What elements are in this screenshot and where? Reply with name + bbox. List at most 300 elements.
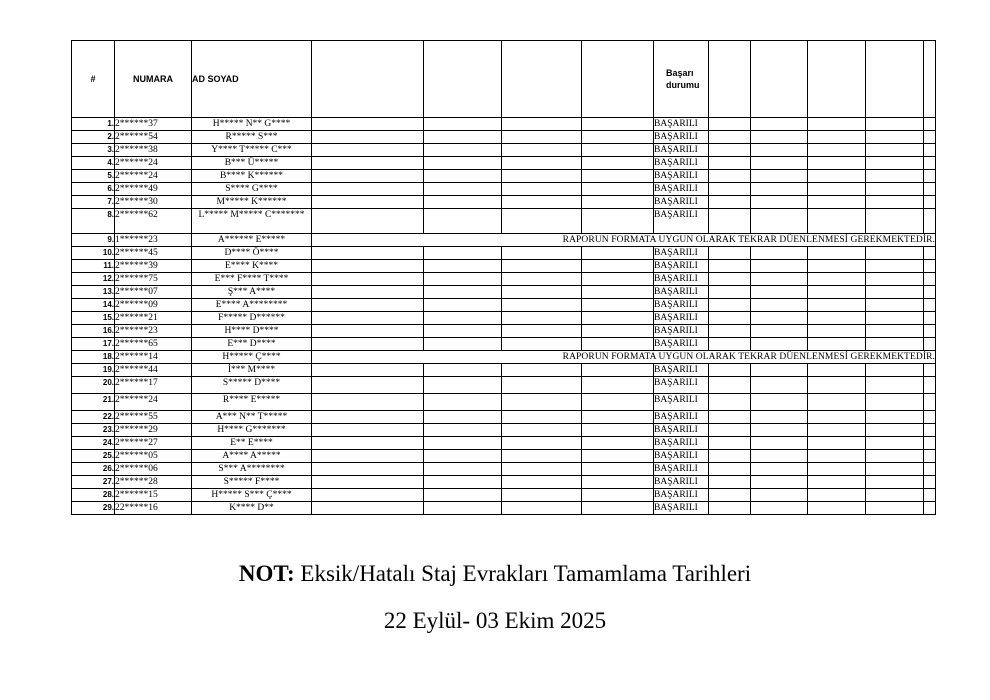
empty-cell: [751, 424, 808, 437]
row-number: 2******09: [115, 299, 192, 312]
empty-cell: [502, 463, 582, 476]
empty-cell: [424, 476, 502, 489]
empty-cell: [866, 489, 924, 502]
table-row: [72, 489, 936, 502]
row-index: 14.: [72, 299, 115, 312]
empty-cell: [924, 299, 936, 312]
empty-cell: [424, 183, 502, 196]
empty-cell: [582, 273, 654, 286]
empty-cell: [808, 424, 866, 437]
empty-cell: [424, 170, 502, 183]
row-status: BAŞARILI: [654, 450, 709, 463]
row-name: S***** D****: [192, 377, 312, 394]
empty-cell: [808, 144, 866, 157]
row-number: 2******23: [115, 325, 192, 338]
row-status: BAŞARILI: [654, 437, 709, 450]
empty-cell: [808, 364, 866, 377]
row-status: BAŞARILI: [654, 364, 709, 377]
table-row: [72, 273, 936, 286]
empty-cell: [709, 273, 751, 286]
empty-cell: [866, 247, 924, 260]
row-status: BAŞARILI: [654, 273, 709, 286]
empty-cell: [709, 209, 751, 234]
empty-cell: [866, 273, 924, 286]
empty-cell: [808, 260, 866, 273]
empty-cell: [502, 144, 582, 157]
empty-cell: [582, 209, 654, 234]
empty-cell: [751, 144, 808, 157]
empty-cell: [808, 463, 866, 476]
empty-cell: [502, 299, 582, 312]
empty-cell: [866, 502, 924, 515]
row-name: R***** S***: [192, 131, 312, 144]
row-note: RAPORUN FORMATA UYGUN OLARAK TEKRAR DÜENLENMESİ GEREKMEKTEDİR.: [312, 234, 936, 247]
row-name: E**** K****: [192, 260, 312, 273]
row-index: 21.: [72, 394, 115, 411]
empty-cell: [866, 157, 924, 170]
row-name: S*** A********: [192, 463, 312, 476]
empty-cell: [709, 476, 751, 489]
empty-cell: [808, 476, 866, 489]
row-name: E*** F**** T****: [192, 273, 312, 286]
empty-cell: [424, 394, 502, 411]
table-row: [72, 502, 936, 515]
empty-cell: [751, 450, 808, 463]
empty-cell: [709, 394, 751, 411]
empty-cell: [709, 286, 751, 299]
empty-cell: [866, 260, 924, 273]
row-number: 2******44: [115, 364, 192, 377]
empty-cell: [709, 131, 751, 144]
empty-cell: [751, 489, 808, 502]
empty-cell: [424, 338, 502, 351]
row-status: BAŞARILI: [654, 247, 709, 260]
empty-cell: [312, 476, 424, 489]
row-number: 2******45: [115, 247, 192, 260]
empty-cell: [424, 157, 502, 170]
empty-cell: [866, 299, 924, 312]
empty-cell: [709, 196, 751, 209]
empty-cell: [808, 118, 866, 131]
empty-cell: [312, 260, 424, 273]
empty-cell: [751, 394, 808, 411]
empty-cell: [866, 118, 924, 131]
table-row: [72, 260, 936, 273]
table-row: [72, 463, 936, 476]
empty-cell: [312, 364, 424, 377]
empty-cell: [312, 144, 424, 157]
row-status: BAŞARILI: [654, 260, 709, 273]
row-index: 22.: [72, 411, 115, 424]
note-dates: 22 Eylül- 03 Ekim 2025: [383, 608, 607, 633]
empty-cell: [502, 183, 582, 196]
empty-cell: [751, 260, 808, 273]
row-status: BAŞARILI: [654, 157, 709, 170]
row-index: 24.: [72, 437, 115, 450]
empty-cell: [709, 157, 751, 170]
empty-cell: [424, 325, 502, 338]
table-body: [72, 118, 936, 515]
row-index: 11.: [72, 260, 115, 273]
empty-cell: [808, 450, 866, 463]
empty-cell: [312, 118, 424, 131]
row-number: 2******65: [115, 338, 192, 351]
empty-cell: [866, 476, 924, 489]
table-row: [72, 338, 936, 351]
empty-cell: [582, 157, 654, 170]
empty-cell: [866, 463, 924, 476]
empty-cell: [808, 489, 866, 502]
note-text: Eksik/Hatalı Staj Evrakları Tamamlama Tarihleri: [294, 561, 752, 586]
empty-cell: [866, 364, 924, 377]
empty-cell: [709, 364, 751, 377]
row-name: B**** K******: [192, 170, 312, 183]
empty-cell: [709, 325, 751, 338]
empty-cell: [751, 476, 808, 489]
status-header-line2: durumu: [666, 80, 700, 90]
empty-cell: [312, 157, 424, 170]
row-status: BAŞARILI: [654, 411, 709, 424]
empty-cell: [582, 299, 654, 312]
empty-cell: [312, 247, 424, 260]
row-name: E*** D****: [192, 338, 312, 351]
empty-cell: [751, 312, 808, 325]
row-number: 2******75: [115, 273, 192, 286]
empty-cell: [924, 196, 936, 209]
empty-cell: [866, 312, 924, 325]
empty-cell: [582, 450, 654, 463]
empty-cell: [424, 196, 502, 209]
row-name: H***** S*** Ç****: [192, 489, 312, 502]
empty-cell: [808, 209, 866, 234]
results-sheet: [71, 40, 936, 515]
row-name: H***** Ç****: [192, 351, 312, 364]
empty-cell: [751, 118, 808, 131]
row-name: H**** D****: [192, 325, 312, 338]
empty-cell: [502, 273, 582, 286]
empty-cell: [751, 299, 808, 312]
empty-cell: [709, 144, 751, 157]
empty-cell: [866, 131, 924, 144]
empty-cell: [424, 437, 502, 450]
row-index: 27.: [72, 476, 115, 489]
row-status: BAŞARILI: [654, 299, 709, 312]
empty-cell: [582, 377, 654, 394]
row-number: 2******17: [115, 377, 192, 394]
row-name: H***** N** G****: [192, 118, 312, 131]
row-status: BAŞARILI: [654, 183, 709, 196]
empty-cell: [312, 286, 424, 299]
column-header-empty: [866, 41, 924, 118]
row-index: 6.: [72, 183, 115, 196]
row-index: 25.: [72, 450, 115, 463]
empty-cell: [502, 325, 582, 338]
empty-cell: [924, 183, 936, 196]
column-header-empty: [709, 41, 751, 118]
empty-cell: [312, 196, 424, 209]
empty-cell: [709, 411, 751, 424]
table-row: [72, 437, 936, 450]
row-name: K**** D**: [192, 502, 312, 515]
row-number: 2******24: [115, 394, 192, 411]
row-status: BAŞARILI: [654, 196, 709, 209]
empty-cell: [924, 144, 936, 157]
empty-cell: [924, 312, 936, 325]
row-status: BAŞARILI: [654, 312, 709, 325]
empty-cell: [709, 437, 751, 450]
empty-cell: [424, 424, 502, 437]
empty-cell: [808, 157, 866, 170]
empty-cell: [866, 170, 924, 183]
empty-cell: [424, 286, 502, 299]
table-row: [72, 325, 936, 338]
row-status: BAŞARILI: [654, 463, 709, 476]
row-status: BAŞARILI: [654, 118, 709, 131]
row-status: BAŞARILI: [654, 170, 709, 183]
empty-cell: [312, 463, 424, 476]
column-header-empty: [582, 41, 654, 118]
empty-cell: [866, 394, 924, 411]
empty-cell: [924, 364, 936, 377]
empty-cell: [808, 247, 866, 260]
empty-cell: [312, 170, 424, 183]
row-status: BAŞARILI: [654, 502, 709, 515]
empty-cell: [808, 170, 866, 183]
column-header-empty: [502, 41, 582, 118]
empty-cell: [751, 247, 808, 260]
empty-cell: [582, 411, 654, 424]
empty-cell: [424, 489, 502, 502]
empty-cell: [502, 476, 582, 489]
empty-cell: [751, 170, 808, 183]
row-status: BAŞARILI: [654, 286, 709, 299]
row-status: BAŞARILI: [654, 338, 709, 351]
table-row: [72, 312, 936, 325]
empty-cell: [502, 118, 582, 131]
row-name: E**** A********: [192, 299, 312, 312]
empty-cell: [808, 312, 866, 325]
row-note: RAPORUN FORMATA UYGUN OLARAK TEKRAR DÜENLENMESİ GEREKMEKTEDİR.: [312, 351, 936, 364]
empty-cell: [709, 489, 751, 502]
row-number: 2******15: [115, 489, 192, 502]
row-name: S***** F****: [192, 476, 312, 489]
empty-cell: [502, 377, 582, 394]
row-number: 2******14: [115, 351, 192, 364]
row-number: 2******37: [115, 118, 192, 131]
empty-cell: [424, 411, 502, 424]
row-name: E** E****: [192, 437, 312, 450]
empty-cell: [751, 437, 808, 450]
empty-cell: [924, 118, 936, 131]
empty-cell: [502, 312, 582, 325]
empty-cell: [709, 183, 751, 196]
row-index: 8.: [72, 209, 115, 234]
row-number: 2******27: [115, 437, 192, 450]
empty-cell: [924, 502, 936, 515]
empty-cell: [924, 260, 936, 273]
empty-cell: [709, 450, 751, 463]
column-header-empty: [312, 41, 424, 118]
row-number: 2******07: [115, 286, 192, 299]
table-header-row: [72, 41, 936, 118]
empty-cell: [502, 450, 582, 463]
row-status: BAŞARILI: [654, 489, 709, 502]
empty-cell: [924, 131, 936, 144]
empty-cell: [808, 411, 866, 424]
table-row: [72, 118, 936, 131]
empty-cell: [502, 394, 582, 411]
empty-cell: [709, 338, 751, 351]
empty-cell: [312, 424, 424, 437]
empty-cell: [582, 170, 654, 183]
empty-cell: [808, 338, 866, 351]
empty-cell: [424, 273, 502, 286]
empty-cell: [582, 312, 654, 325]
empty-cell: [424, 131, 502, 144]
row-number: 2******55: [115, 411, 192, 424]
table-row: [72, 157, 936, 170]
empty-cell: [924, 411, 936, 424]
empty-cell: [582, 118, 654, 131]
empty-cell: [502, 489, 582, 502]
row-status: BAŞARILI: [654, 131, 709, 144]
empty-cell: [751, 209, 808, 234]
empty-cell: [751, 273, 808, 286]
empty-cell: [751, 502, 808, 515]
status-header-line1: Başarı: [666, 68, 694, 78]
row-index: 1.: [72, 118, 115, 131]
row-number: 2******28: [115, 476, 192, 489]
empty-cell: [502, 411, 582, 424]
table-row: [72, 209, 936, 234]
empty-cell: [312, 377, 424, 394]
empty-cell: [424, 144, 502, 157]
row-number: 2******49: [115, 183, 192, 196]
table-row: [72, 247, 936, 260]
empty-cell: [709, 118, 751, 131]
row-number: 2******62: [115, 209, 192, 234]
row-number: 22*****16: [115, 502, 192, 515]
empty-cell: [709, 170, 751, 183]
empty-cell: [582, 325, 654, 338]
row-index: 15.: [72, 312, 115, 325]
empty-cell: [502, 131, 582, 144]
empty-cell: [582, 476, 654, 489]
empty-cell: [424, 364, 502, 377]
empty-cell: [866, 411, 924, 424]
row-name: B*** Ü*****: [192, 157, 312, 170]
empty-cell: [866, 196, 924, 209]
empty-cell: [866, 144, 924, 157]
note-label: NOT:: [238, 561, 295, 586]
row-status: BAŞARILI: [654, 394, 709, 411]
empty-cell: [709, 424, 751, 437]
empty-cell: [924, 489, 936, 502]
empty-cell: [424, 450, 502, 463]
row-index: 19.: [72, 364, 115, 377]
row-status: BAŞARILI: [654, 476, 709, 489]
note-line: [0, 561, 990, 587]
empty-cell: [709, 463, 751, 476]
empty-cell: [502, 338, 582, 351]
empty-cell: [582, 424, 654, 437]
row-number: 2******30: [115, 196, 192, 209]
empty-cell: [924, 424, 936, 437]
row-name: A****** E*****: [192, 234, 312, 247]
empty-cell: [582, 144, 654, 157]
empty-cell: [866, 338, 924, 351]
row-number: 2******38: [115, 144, 192, 157]
table-row: [72, 234, 936, 247]
row-index: 16.: [72, 325, 115, 338]
empty-cell: [502, 196, 582, 209]
empty-cell: [751, 364, 808, 377]
empty-cell: [924, 463, 936, 476]
empty-cell: [866, 424, 924, 437]
empty-cell: [502, 170, 582, 183]
row-index: 23.: [72, 424, 115, 437]
empty-cell: [312, 312, 424, 325]
empty-cell: [312, 209, 424, 234]
row-index: 7.: [72, 196, 115, 209]
empty-cell: [312, 450, 424, 463]
row-name: M***** K******: [192, 196, 312, 209]
table-row: [72, 476, 936, 489]
empty-cell: [924, 437, 936, 450]
empty-cell: [582, 247, 654, 260]
empty-cell: [582, 183, 654, 196]
empty-cell: [751, 183, 808, 196]
empty-cell: [751, 196, 808, 209]
empty-cell: [502, 286, 582, 299]
empty-cell: [808, 502, 866, 515]
empty-cell: [582, 286, 654, 299]
empty-cell: [709, 299, 751, 312]
empty-cell: [582, 338, 654, 351]
empty-cell: [866, 286, 924, 299]
table-row: [72, 170, 936, 183]
row-status: BAŞARILI: [654, 144, 709, 157]
empty-cell: [709, 502, 751, 515]
row-index: 28.: [72, 489, 115, 502]
empty-cell: [582, 463, 654, 476]
empty-cell: [808, 131, 866, 144]
empty-cell: [808, 394, 866, 411]
column-header-status: [654, 41, 709, 118]
empty-cell: [709, 312, 751, 325]
row-name: D**** Ö****: [192, 247, 312, 260]
row-index: 2.: [72, 131, 115, 144]
row-index: 20.: [72, 377, 115, 394]
row-name: A**** A*****: [192, 450, 312, 463]
empty-cell: [424, 247, 502, 260]
empty-cell: [751, 157, 808, 170]
row-name: F***** D******: [192, 312, 312, 325]
empty-cell: [502, 247, 582, 260]
empty-cell: [582, 260, 654, 273]
row-name: S**** G****: [192, 183, 312, 196]
table-row: [72, 364, 936, 377]
row-name: L***** M***** C*******: [192, 209, 312, 234]
empty-cell: [751, 377, 808, 394]
empty-cell: [924, 209, 936, 234]
empty-cell: [502, 502, 582, 515]
table-row: [72, 450, 936, 463]
row-name: Ş*** A****: [192, 286, 312, 299]
row-name: R**** E*****: [192, 394, 312, 411]
row-index: 3.: [72, 144, 115, 157]
empty-cell: [751, 286, 808, 299]
